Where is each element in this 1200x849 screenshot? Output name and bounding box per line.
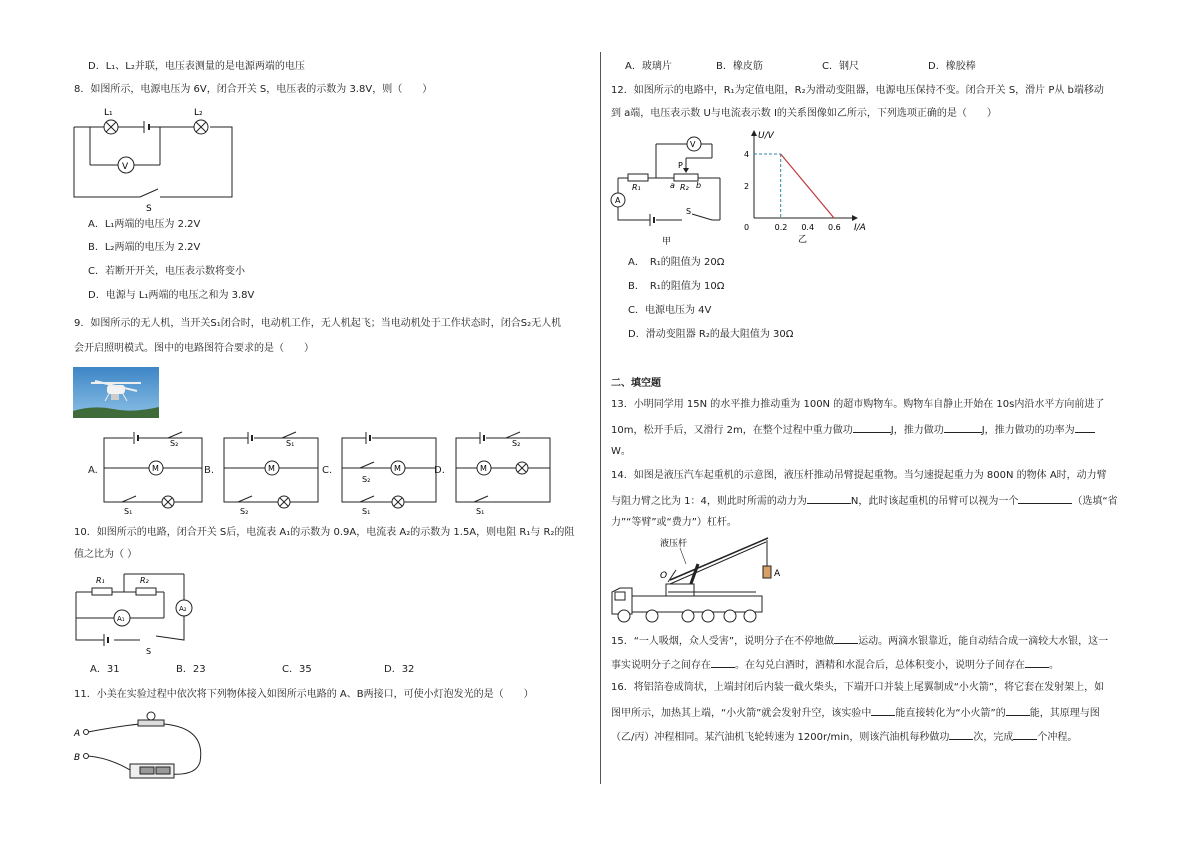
ammeter-label: A — [615, 196, 621, 205]
q9-stem-line1: 9．如图所示的无人机，当开关S₁闭合时，电动机工作，无人机起飞；当电动机处于工作状态时，闭合S₂无人机 — [74, 318, 562, 329]
s1-label: S₁ — [362, 507, 371, 516]
q12-option-a: A． R₁的阻值为 20Ω — [628, 257, 725, 268]
switch-label: S — [146, 647, 152, 656]
q12-circuit-figure — [608, 130, 733, 248]
resistor-r1-icon — [628, 174, 648, 181]
s1-label: S₁ — [124, 507, 133, 516]
q15-line2-part1: 事实说明分子之间存在 — [611, 660, 711, 671]
q16-line2-part3: 能，其原理与图 — [1029, 708, 1100, 719]
q16-line3-part3: 个冲程。 — [1037, 732, 1078, 743]
q13-line2-part3: J，推力做功的功率为 — [981, 425, 1075, 436]
s2-label: S₂ — [362, 475, 371, 484]
q14-line3: 力”“等臂”或“费力”）杠杆。 — [611, 517, 737, 528]
terminal-a-label: A — [74, 729, 81, 739]
q13-line2-part1: 10m，松开手后，又滑行 2m，在整个过程中重力做功 — [611, 425, 853, 436]
q8-circuit-figure — [70, 105, 240, 215]
q14-line2 — [611, 493, 1118, 509]
pivot-o-label: O — [660, 571, 668, 581]
q10-option-b: B．23 — [176, 664, 206, 675]
x-tick-label: 0 — [744, 223, 750, 232]
s1-label: S₁ — [286, 439, 295, 448]
q14-blank-2[interactable] — [1018, 493, 1072, 504]
r2-label: R₂ — [680, 183, 689, 192]
q15-blank-1[interactable] — [834, 633, 858, 644]
slider-p-label: P — [678, 161, 683, 170]
series-line — [781, 154, 834, 218]
q9-circuit-d — [446, 428, 556, 518]
q12-ui-chart — [740, 128, 870, 246]
wheel-icon — [682, 610, 694, 622]
motor-label: M — [394, 464, 401, 473]
drone-photo — [73, 367, 159, 418]
q10-option-a: A．31 — [90, 664, 120, 675]
q9-option-b-label: B. — [204, 465, 215, 476]
terminal-b-label: B — [74, 753, 81, 763]
q14-line2-part2: N，此时该起重机的吊臂可以视为一个 — [850, 496, 1019, 507]
q10-option-d: D．32 — [384, 664, 415, 675]
x-axis-arrow-icon — [852, 215, 858, 221]
bulb-icon — [147, 712, 155, 720]
q9-circuit-b — [214, 428, 324, 518]
l2-label: L₂ — [194, 108, 203, 118]
s2-label: S₂ — [512, 439, 521, 448]
q16-blank-1[interactable] — [871, 705, 895, 716]
q15-line2-part2: 。在勾兑白酒时，酒精和水混合后，总体积变小，说明分子间存在 — [735, 660, 1025, 671]
q11-option-c: C．钢尺 — [822, 61, 859, 72]
switch-label: S — [146, 204, 152, 214]
q10-stem-line1: 10．如图所示的电路，闭合开关 S后，电流表 A₁的示数为 0.9A，电流表 A₂的示数为 1.5A，则电阻 R₁与 R₂的阻 — [74, 527, 575, 538]
q16-blank-3[interactable] — [949, 729, 973, 740]
x-tick-label: 0.6 — [828, 223, 841, 232]
q15-line1-part1: 15．“一人吸烟，众人受害”，说明分子在不停地做 — [611, 636, 835, 647]
q16-line3-part1: （乙/丙）冲程相同。某汽油机飞轮转速为 1200r/min，则该汽油机每秒做功 — [611, 732, 950, 743]
resistor-r1-icon — [92, 588, 112, 595]
r1-label: R₁ — [632, 183, 641, 192]
q15-line1-part2: 运动。两滴水银靠近，能自动结合成一滴较大水银，这一 — [858, 636, 1109, 647]
q9-option-a-label: A. — [88, 465, 98, 476]
q15-line1 — [611, 633, 1108, 649]
q12-option-b: B． R₁的阻值为 10Ω — [628, 281, 725, 292]
l1-label: L₁ — [104, 108, 113, 118]
q16-line1: 16．将铝箔卷成筒状，上端封闭后内装一截火柴头，下端开口并装上尾翼制成“小火箭”，将它套在发射架上，如 — [611, 682, 1105, 693]
q14-line1: 14．如图是液压汽车起重机的示意图，液压杆推动吊臂提起重物。当匀速提起重力为 800N 的物体 A时，动力臂 — [611, 470, 1107, 481]
q9-stem-line2: 会开启照明模式。图中的电路图符合要求的是（ ） — [74, 343, 314, 354]
q13-line3: W。 — [611, 446, 631, 457]
q11-option-a: A．玻璃片 — [625, 61, 672, 72]
switch-label: S — [686, 207, 692, 216]
crane-figure — [608, 534, 788, 626]
motor-label: M — [268, 464, 275, 473]
x-tick-label: 0.4 — [801, 223, 815, 232]
r1-label: R₁ — [96, 576, 105, 585]
q9-circuit-a — [98, 428, 208, 518]
wheel-icon — [702, 610, 714, 622]
q13-line2 — [611, 422, 1095, 438]
q13-blank-3[interactable] — [1075, 422, 1095, 433]
resistor-r2-icon — [136, 588, 156, 595]
wheel-icon — [646, 610, 658, 622]
s2-label: S₂ — [170, 439, 179, 448]
q16-line2 — [611, 705, 1100, 721]
q11-option-d: D．橡胶棒 — [928, 61, 976, 72]
q10-circuit-figure — [70, 570, 195, 655]
y-axis-arrow-icon — [751, 130, 757, 136]
q9-circuit-c — [332, 428, 442, 518]
q11-circuit-figure — [70, 712, 210, 782]
q7-option-d: D．L₁、L₂并联，电压表测量的是电源两端的电压 — [88, 61, 305, 72]
s2-label: S₂ — [240, 507, 249, 516]
q12-option-d: D．滑动变阻器 R₂的最大阻值为 30Ω — [628, 329, 794, 340]
q14-line2-part1: 与阻力臂之比为 1：4，则此时所需的动力为 — [611, 496, 807, 507]
q15-blank-3[interactable] — [1025, 657, 1049, 668]
q16-line3 — [611, 729, 1077, 745]
wheel-icon — [744, 610, 756, 622]
end-a-label: a — [670, 181, 675, 190]
q15-line2-part3: 。 — [1049, 660, 1059, 671]
wheel-icon — [618, 610, 630, 622]
q8-option-b: B．L₂两端的电压为 2.2V — [88, 242, 201, 253]
rheostat-r2-icon — [674, 174, 698, 181]
voltmeter-label: V — [122, 162, 129, 172]
weight-a-icon — [763, 566, 771, 578]
q13-blank-2[interactable] — [944, 422, 982, 433]
q16-blank-2[interactable] — [1006, 705, 1030, 716]
weight-a-label: A — [774, 569, 781, 579]
a2-label: A₂ — [179, 605, 187, 613]
motor-label: M — [152, 464, 159, 473]
q14-blank-1[interactable] — [807, 493, 851, 504]
figure-yi-label: 乙 — [798, 235, 808, 245]
y-tick-label: 2 — [744, 182, 750, 191]
q10-stem-line2: 值之比为（ ） — [74, 549, 138, 560]
q12-stem-line2: 到 a端，电压表示数 U与电流表示数 I的关系图像如乙所示，下列选项正确的是（ ） — [611, 108, 997, 119]
q12-option-c: C．电源电压为 4V — [628, 305, 712, 316]
q15-blank-2[interactable] — [711, 657, 735, 668]
q8-option-c: C．若断开开关，电压表示数将变小 — [88, 266, 245, 277]
q8-stem: 8．如图所示，电源电压为 6V，闭合开关 S，电压表的示数为 3.8V，则（ ） — [74, 84, 433, 95]
q16-blank-4[interactable] — [1013, 729, 1037, 740]
a1-label: A₁ — [117, 615, 125, 623]
q13-line2-part2: J，推力做功 — [890, 425, 944, 436]
q10-option-c: C．35 — [282, 664, 312, 675]
q8-option-a: A．L₁两端的电压为 2.2V — [88, 219, 201, 230]
q9-option-c-label: C. — [322, 465, 333, 476]
q12-stem-line1: 12．如图所示的电路中，R₁为定值电阻，R₂为滑动变阻器，电源电压保持不变。闭合开关 S，滑片 P从 b端移动 — [611, 85, 1104, 96]
motor-label: M — [480, 464, 487, 473]
hydraulic-rod-label: 液压杆 — [660, 539, 688, 549]
section-heading: 二、填空题 — [611, 378, 661, 389]
end-b-label: b — [696, 181, 702, 190]
q16-line3-part2: 次，完成 — [973, 732, 1014, 743]
q16-line2-part1: 图甲所示，加热其上端，“小火箭”就会发射升空，该实验中 — [611, 708, 872, 719]
r2-label: R₂ — [140, 576, 149, 585]
figure-jia-label: 甲 — [662, 237, 672, 247]
q14-line2-part3: （选填“省 — [1072, 496, 1118, 507]
q15-line2 — [611, 657, 1059, 673]
x-axis-label: I/A — [854, 223, 866, 233]
q16-line2-part2: 能直接转化为“小火箭”的 — [895, 708, 1006, 719]
x-tick-label: 0.2 — [774, 223, 788, 232]
q8-option-d: D．电源与 L₁两端的电压之和为 3.8V — [88, 290, 255, 301]
q11-stem: 11．小美在实验过程中依次将下列物体接入如图所示电路的 A、B两接口，可使小灯泡发光的是（ ） — [74, 689, 534, 700]
voltmeter-label: V — [690, 140, 696, 149]
q13-blank-1[interactable] — [853, 422, 891, 433]
q11-option-b: B．橡皮筋 — [716, 61, 763, 72]
q13-line1: 13．小明同学用 15N 的水平推力推动重为 100N 的超市购物车。购物车自静止开始在 10s内沿水平方向前进了 — [611, 399, 1105, 410]
y-tick-label: 4 — [744, 150, 750, 159]
q9-option-d-label: D. — [434, 465, 445, 476]
column-divider — [600, 52, 601, 784]
wheel-icon — [724, 610, 736, 622]
y-axis-label: U/V — [758, 131, 774, 141]
s1-label: S₁ — [476, 507, 485, 516]
